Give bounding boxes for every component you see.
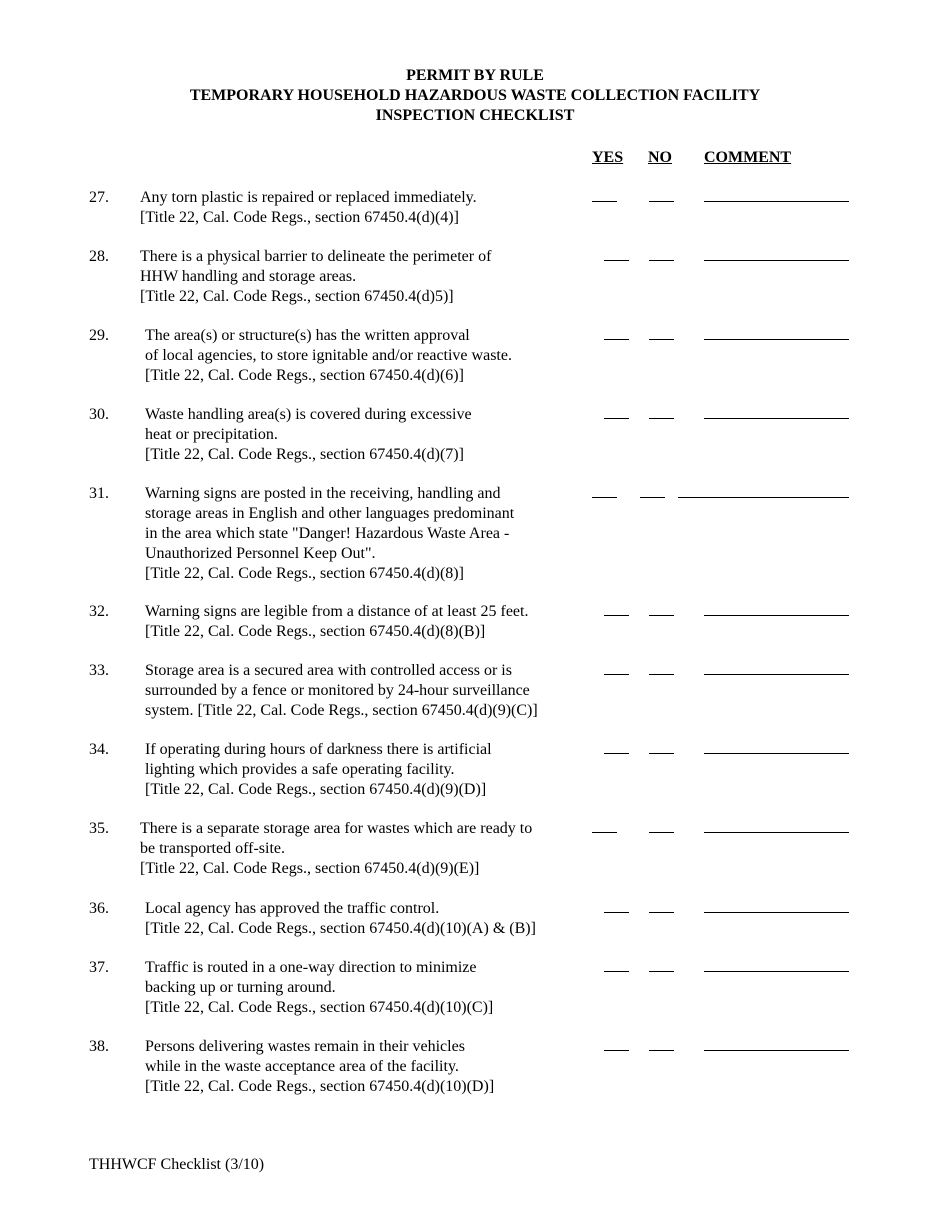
- comment-blank[interactable]: [704, 912, 849, 913]
- item-text: [140, 819, 580, 879]
- item-text: [145, 1037, 585, 1097]
- yes-blank[interactable]: [604, 1050, 629, 1051]
- comment-blank[interactable]: [704, 832, 849, 833]
- item-text-line: [Title 22, Cal. Code Regs., section 67450.4(d)(10)(C)]: [145, 999, 494, 1016]
- item-text: [145, 405, 585, 465]
- item-text-line: [Title 22, Cal. Code Regs., section 67450.4(d)(8)(B)]: [145, 623, 486, 640]
- comment-blank[interactable]: [704, 418, 849, 419]
- item-text: [145, 326, 585, 386]
- item-text-line: [Title 22, Cal. Code Regs., section 67450.4(d)(6)]: [145, 367, 464, 384]
- no-blank[interactable]: [649, 339, 674, 340]
- yes-blank[interactable]: [604, 260, 629, 261]
- item-text: [145, 958, 585, 1018]
- item-number: 28.: [89, 248, 109, 265]
- item-text-line: [Title 22, Cal. Code Regs., section 67450.4(d)(9)(D)]: [145, 781, 487, 798]
- yes-blank[interactable]: [604, 753, 629, 754]
- item-text-line: surrounded by a fence or monitored by 24-hour surveillance: [145, 682, 530, 699]
- column-header-comment: COMMENT: [704, 149, 792, 166]
- item-number: 27.: [89, 189, 109, 206]
- item-number: 35.: [89, 820, 109, 837]
- item-text-line: Traffic is routed in a one-way direction to minimize: [145, 959, 477, 976]
- header-checklist-title: INSPECTION CHECKLIST: [375, 107, 575, 124]
- no-blank[interactable]: [649, 260, 674, 261]
- yes-blank[interactable]: [604, 615, 629, 616]
- item-text-line: Persons delivering wastes remain in their vehicles: [145, 1038, 465, 1055]
- item-text-line: HHW handling and storage areas.: [140, 268, 357, 285]
- item-text: [145, 661, 585, 721]
- item-text-line: [Title 22, Cal. Code Regs., section 67450.4(d)(10)(D)]: [145, 1078, 495, 1095]
- item-text-line: [Title 22, Cal. Code Regs., section 67450.4(d)(9)(E)]: [140, 860, 480, 877]
- item-text-line: Warning signs are posted in the receiving, handling and: [145, 485, 501, 502]
- yes-blank[interactable]: [604, 674, 629, 675]
- item-text: [145, 484, 585, 584]
- item-text: [140, 247, 580, 307]
- item-text-line: [Title 22, Cal. Code Regs., section 67450.4(d)5)]: [140, 288, 454, 305]
- yes-blank[interactable]: [592, 201, 617, 202]
- column-header-no: NO: [648, 149, 672, 166]
- yes-blank[interactable]: [592, 832, 617, 833]
- document-header: [0, 66, 950, 126]
- item-number: 29.: [89, 327, 109, 344]
- item-text-line: Unauthorized Personnel Keep Out".: [145, 545, 376, 562]
- item-text-line: heat or precipitation.: [145, 426, 278, 443]
- item-number: 38.: [89, 1038, 109, 1055]
- item-text-line: Any torn plastic is repaired or replaced immediately.: [140, 189, 477, 206]
- no-blank[interactable]: [649, 418, 674, 419]
- item-text-line: of local agencies, to store ignitable and/or reactive waste.: [145, 347, 512, 364]
- item-text: [140, 188, 580, 228]
- comment-blank[interactable]: [704, 260, 849, 261]
- comment-blank[interactable]: [704, 753, 849, 754]
- item-text-line: lighting which provides a safe operating facility.: [145, 761, 455, 778]
- item-number: 30.: [89, 406, 109, 423]
- item-text: [145, 602, 585, 642]
- item-text: [145, 740, 585, 800]
- no-blank[interactable]: [649, 971, 674, 972]
- no-blank[interactable]: [649, 674, 674, 675]
- item-text: [145, 899, 585, 939]
- item-number: 33.: [89, 662, 109, 679]
- item-text-line: Waste handling area(s) is covered during excessive: [145, 406, 472, 423]
- no-blank[interactable]: [649, 912, 674, 913]
- comment-blank[interactable]: [704, 1050, 849, 1051]
- item-text-line: Warning signs are legible from a distance of at least 25 feet.: [145, 603, 529, 620]
- no-blank[interactable]: [640, 497, 665, 498]
- header-title: PERMIT BY RULE: [406, 67, 544, 84]
- item-number: 32.: [89, 603, 109, 620]
- item-text-line: There is a physical barrier to delineate the perimeter of: [140, 248, 492, 265]
- no-blank[interactable]: [649, 753, 674, 754]
- item-text-line: in the area which state "Danger! Hazardous Waste Area -: [145, 525, 510, 542]
- item-text-line: storage areas in English and other languages predominant: [145, 505, 515, 522]
- no-blank[interactable]: [649, 832, 674, 833]
- item-text-line: Local agency has approved the traffic control.: [145, 900, 440, 917]
- item-text-line: Storage area is a secured area with controlled access or is: [145, 662, 512, 679]
- comment-blank[interactable]: [704, 674, 849, 675]
- no-blank[interactable]: [649, 201, 674, 202]
- item-text-line: There is a separate storage area for wastes which are ready to: [140, 820, 533, 837]
- comment-blank[interactable]: [704, 339, 849, 340]
- item-text-line: [Title 22, Cal. Code Regs., section 67450.4(d)(4)]: [140, 209, 459, 226]
- comment-blank[interactable]: [704, 201, 849, 202]
- item-text-line: while in the waste acceptance area of the facility.: [145, 1058, 459, 1075]
- item-text-line: backing up or turning around.: [145, 979, 336, 996]
- header-subtitle: TEMPORARY HOUSEHOLD HAZARDOUS WASTE COLLECTION FACILITY: [189, 87, 761, 104]
- item-number: 31.: [89, 485, 109, 502]
- yes-blank[interactable]: [604, 971, 629, 972]
- yes-blank[interactable]: [604, 339, 629, 340]
- comment-blank[interactable]: [704, 971, 849, 972]
- comment-blank[interactable]: [704, 615, 849, 616]
- yes-blank[interactable]: [604, 912, 629, 913]
- item-text-line: [Title 22, Cal. Code Regs., section 67450.4(d)(8)]: [145, 565, 464, 582]
- item-number: 37.: [89, 959, 109, 976]
- no-blank[interactable]: [649, 1050, 674, 1051]
- comment-blank[interactable]: [678, 497, 849, 498]
- item-number: 36.: [89, 900, 109, 917]
- item-text-line: If operating during hours of darkness there is artificial: [145, 741, 492, 758]
- footer-label: THHWCF Checklist (3/10): [89, 1156, 265, 1173]
- item-text-line: [Title 22, Cal. Code Regs., section 67450.4(d)(7)]: [145, 446, 464, 463]
- item-text-line: system. [Title 22, Cal. Code Regs., section 67450.4(d)(9)(C)]: [145, 702, 538, 719]
- item-text-line: [Title 22, Cal. Code Regs., section 67450.4(d)(10)(A) & (B)]: [145, 920, 536, 937]
- yes-blank[interactable]: [604, 418, 629, 419]
- no-blank[interactable]: [649, 615, 674, 616]
- yes-blank[interactable]: [592, 497, 617, 498]
- item-text-line: be transported off-site.: [140, 840, 285, 857]
- item-text-line: The area(s) or structure(s) has the written approval: [145, 327, 470, 344]
- column-header-yes: YES: [592, 149, 624, 166]
- item-number: 34.: [89, 741, 109, 758]
